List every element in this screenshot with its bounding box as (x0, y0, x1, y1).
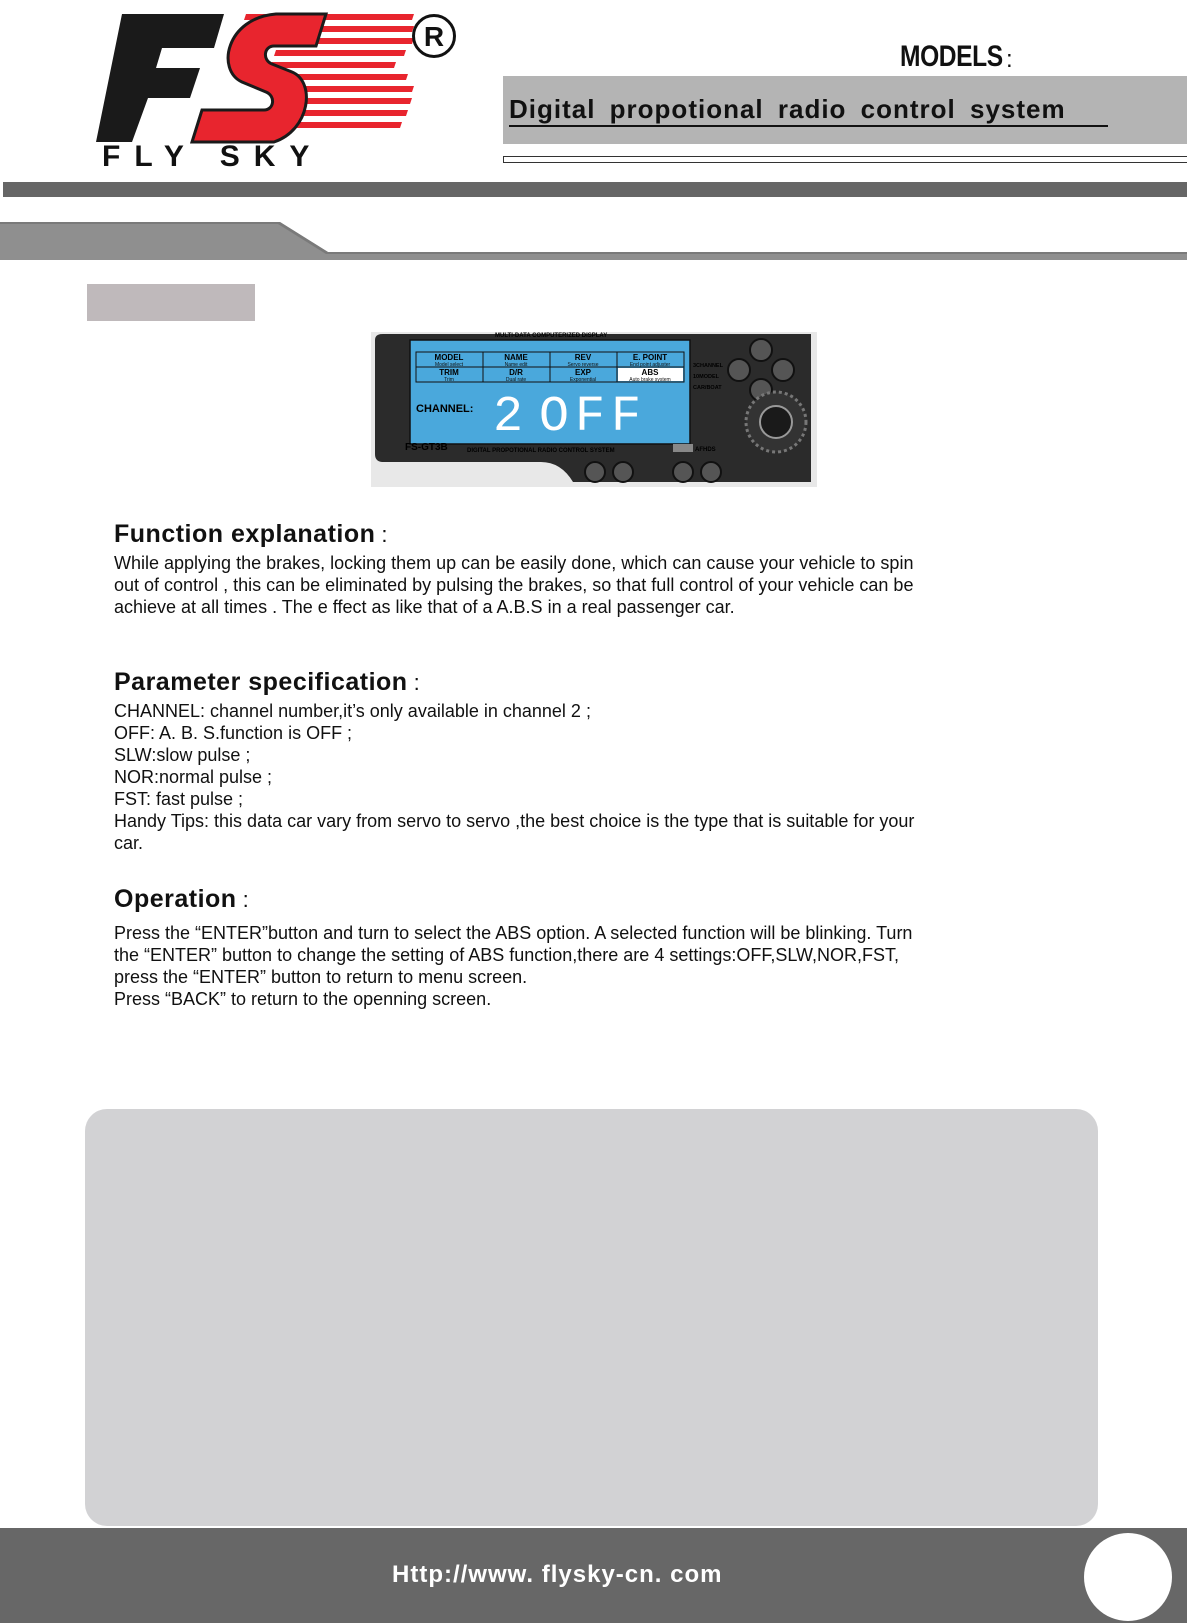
models-label: MODELS (900, 40, 1003, 73)
header-outline-strip (503, 156, 1187, 163)
menu-item-sub: Trim (444, 377, 454, 383)
paragraph-line: Press the “ENTER”button and turn to select the ABS option. A selected function will be blinking. Turn (114, 923, 913, 943)
menu-item-title: TRIM (439, 368, 459, 377)
heading-text: Function explanation (114, 520, 376, 548)
paragraph-line: press the “ENTER” button to return to menu screen. (114, 967, 528, 987)
paragraph-line: the “ENTER” button to change the setting of ABS function,there are 4 settings:OFF,SLW,NOR,FST, (114, 945, 900, 965)
operation-text (114, 922, 1104, 1010)
flysky-logo (96, 10, 476, 175)
paragraph-line: Press “BACK” to return to the openning screen. (114, 989, 492, 1009)
section-subtab (87, 284, 255, 321)
menu-item-title: D/R (509, 368, 523, 377)
menu-item-title: E. POINT (632, 353, 668, 362)
function-explanation-heading (114, 520, 388, 549)
list-item: SLW:slow pulse ; (114, 745, 251, 765)
menu-item-title: EXP (574, 368, 592, 377)
menu-item-sub: Dual rate (505, 377, 527, 383)
display-channel-label: CHANNEL: (416, 403, 474, 415)
logo-wordmark: FLY SKY (102, 140, 324, 173)
menu-item-title: ABS (641, 368, 659, 377)
website-link[interactable]: Http://www. flysky-cn. com (392, 1561, 723, 1588)
paragraph-line: While applying the brakes, locking them up can be easily done, which can cause your vehicle to spin (114, 553, 914, 573)
display-channel-value: 2 (493, 389, 530, 446)
menu-item-title: MODEL (434, 353, 464, 362)
transmitter-display-image (371, 332, 817, 487)
menu-item-sub: Servo reverse (567, 362, 599, 368)
parameter-specification-heading (114, 668, 420, 697)
function-explanation-text (114, 552, 1104, 618)
system-title: Digital propotional radio control system (509, 94, 1108, 127)
list-item: FST: fast pulse ; (114, 789, 244, 809)
menu-item-sub: Model select (434, 362, 464, 368)
registered-trademark-icon: R (412, 14, 456, 58)
afhds-badge: AFHDS (695, 447, 716, 453)
models-colon: : (1006, 46, 1013, 73)
heading-colon: : (381, 522, 389, 547)
display-model-name: FS-GT3B (405, 442, 448, 453)
heading-colon: : (413, 670, 421, 695)
list-item: OFF: A. B. S.function is OFF ; (114, 723, 353, 743)
menu-item-sub: Auto brake system (629, 377, 671, 383)
menu-item-title: REV (574, 353, 592, 362)
side-label: 10MODEL (693, 374, 719, 380)
page-number-badge (1084, 1533, 1172, 1621)
enter-dial-icon (746, 392, 806, 452)
heading-text: Parameter specification (114, 668, 408, 696)
display-abs-value: OFF (539, 389, 648, 446)
side-label: CAR/BOAT (693, 385, 722, 391)
paragraph-line: achieve at all times . The e ffect as like that of a A.B.S in a real passenger car. (114, 597, 735, 617)
header-divider-bar (3, 182, 1187, 197)
menu-item-sub: Name edit (504, 362, 528, 368)
notes-panel (85, 1109, 1098, 1526)
parameter-specification-list (114, 700, 1104, 854)
display-bottom-label: DIGITAL PROPOTIONAL RADIO CONTROL SYSTEM (467, 448, 615, 454)
section-tab-shape (0, 222, 1187, 260)
heading-colon: : (242, 887, 250, 912)
list-item: Handy Tips: this data car vary from servo to servo ,the best choice is the type that is suitable for your (114, 811, 915, 831)
operation-heading (114, 885, 249, 914)
list-item: CHANNEL: channel number,it’s only available in channel 2 ; (114, 701, 591, 721)
menu-item-title: NAME (504, 353, 528, 362)
menu-item-sub: End point adjuster (629, 362, 671, 368)
list-item: NOR:normal pulse ; (114, 767, 273, 787)
heading-text: Operation (114, 885, 237, 913)
side-label: 3CHANNEL (693, 363, 723, 369)
menu-item-sub: Exponential (569, 377, 597, 383)
display-top-label: MULTI-DATA COMPUTERIZED DISPLAY (495, 333, 608, 339)
list-item: car. (114, 833, 144, 853)
paragraph-line: out of control , this can be eliminated by pulsing the brakes, so that full control of your vehicle can be (114, 575, 914, 595)
